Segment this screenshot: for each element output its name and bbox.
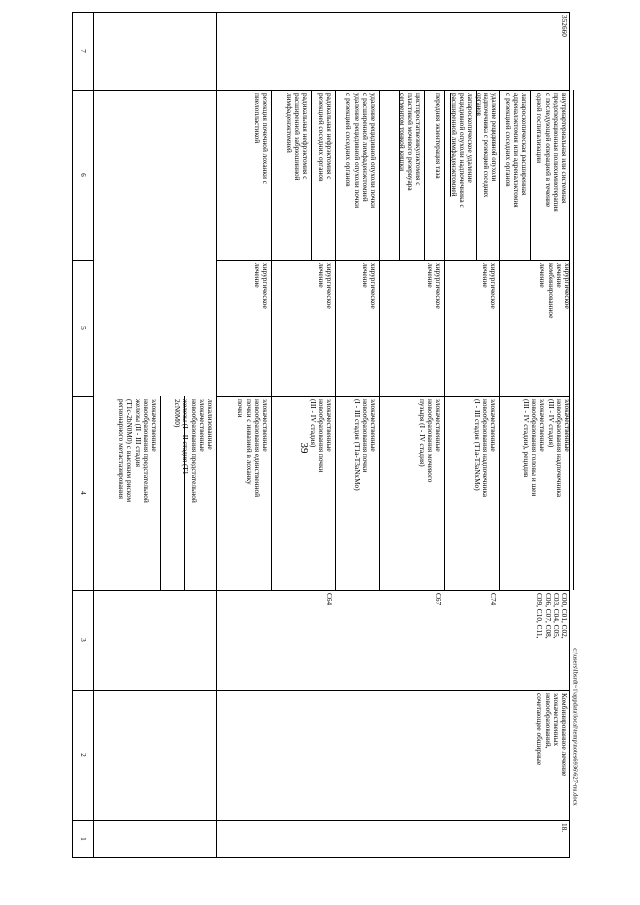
cost-value: 352660 xyxy=(560,15,569,37)
method-lap-removal: лапароскопическое удаление рецидивной опухоли надпочечника с расширенной лимфаденэктомией xyxy=(449,93,475,208)
name-line: Комбинированное лечение xyxy=(560,693,569,777)
model-cell-kidney-single: злокачественные новообразования единственной почки с инвазией в лоханку почки xyxy=(236,399,270,498)
treatment-type-surgical: хирургическое лечение xyxy=(360,263,378,309)
name-line: сочетающее обширные xyxy=(535,693,545,766)
method-exenteration: передняя экзентерация таза xyxy=(434,93,443,179)
cost-cell xyxy=(500,12,570,90)
col-separator xyxy=(94,820,216,821)
header-col-4: 4 xyxy=(79,491,88,495)
treatment-name-cell xyxy=(500,690,570,820)
code-cell-c74: C74 xyxy=(489,593,498,606)
header-col-6: 6 xyxy=(79,173,88,177)
name-line: злокачественных xyxy=(551,693,561,747)
document-table xyxy=(70,0,570,905)
model-cell-bladder: злокачественные новообразования мочевого пузыря (I - IV стадия) xyxy=(417,399,443,483)
treatment-type-surgical: хирургическое лечение xyxy=(316,263,334,309)
method-adrenal-resection: удаление рецидивной опухоли надпочечника с резекцией соседних органов xyxy=(474,93,497,198)
treatment-type-surgical: хирургическое лечение xyxy=(480,263,498,309)
header-col-7: 7 xyxy=(79,49,88,53)
footer-file-path: c:\users\lbsrdt~1\appdata\local\temp\notes6936\627-nu.docx xyxy=(571,648,579,806)
col-separator xyxy=(94,690,216,691)
code-cell-c67: C67 xyxy=(434,593,443,606)
treatment-type-combined: хирургическое лечение комбинированное лечение xyxy=(538,263,572,319)
header-col-5: 5 xyxy=(79,326,88,330)
model-cell-head-neck: злокачественные новообразования надпочечника (III - IV стадия) злокачественные новообразования головы и шеи (III - IV стадии), рецидив xyxy=(521,399,572,498)
code-cell-c64: C64 xyxy=(325,593,334,606)
header-col-3: 3 xyxy=(79,638,88,642)
row-separator xyxy=(573,90,574,590)
method-lap-adrenalectomy: лапароскопическая расширенная адреналэктомия или адреналэктомия с резекцией соседних органов xyxy=(503,93,529,208)
model-cell-prostate-a: злокачественные новообразования предстательной железы (II - III стадия (T1c-2bN0M0) с высоким риском регионарного метастазирования xyxy=(117,399,159,503)
method-nephrectomy-adj: радикальная нефрэктомия с резекцией соседних органов xyxy=(316,93,334,182)
model-cell-kidney-1-3: злокачественные новообразования почки (I - III стадия (T1a-T3aNxMo) xyxy=(352,399,378,491)
col-separator xyxy=(94,590,216,591)
treatment-type-surgical: хирургическое лечение xyxy=(252,263,270,309)
model-cell-adrenal-1-3: злокачественные новообразования надпочечника (I - III стадия (T1a-T3aNxMo) xyxy=(472,399,498,498)
method-pelvis-resection: резекция почечной лоханки с пиелопластикой xyxy=(252,93,270,184)
model-cell-kidney-3-4: злокачественные новообразования почки (III - IV стадия) xyxy=(308,399,334,473)
treatment-type-surgical: хирургическое лечение xyxy=(425,263,443,309)
row-number: 18. xyxy=(560,823,569,833)
row-number-cell xyxy=(500,820,570,858)
header-col-2: 2 xyxy=(79,753,88,757)
name-line: новообразований, xyxy=(543,693,553,749)
method-tumor-removal: удаление рецидивной опухоли почки с расширенной лимфаденэктомией удаление рецидивной опухоли почки с резекцией соседних органов xyxy=(344,93,378,208)
method-cystectomy: цистпростатвезикулэктомия с пластикой мочевого резервуара сегментом тонкой кишки xyxy=(397,93,423,191)
code-cell-list: C00, C01, C02, C03, C04, C05, C06, C07, C08, C09, C10, C11, xyxy=(535,593,569,639)
method-nephrectomy-ext: радикальная нефрэктомия с расширенной забрюшинной лимфаденэктомией xyxy=(284,93,310,181)
header-col-1: 1 xyxy=(79,837,88,841)
method-intra-arterial: внутриартериальная или системная предоперационная полихимиотерапия с последующей операцией в течение одной госпитализации xyxy=(535,93,569,212)
page-number: 39 xyxy=(298,442,310,454)
model-cell-prostate-b: локализованные злокачественные новообразования предстательной железы (I - II стадия (T1- 2cN0M0) xyxy=(173,399,215,503)
